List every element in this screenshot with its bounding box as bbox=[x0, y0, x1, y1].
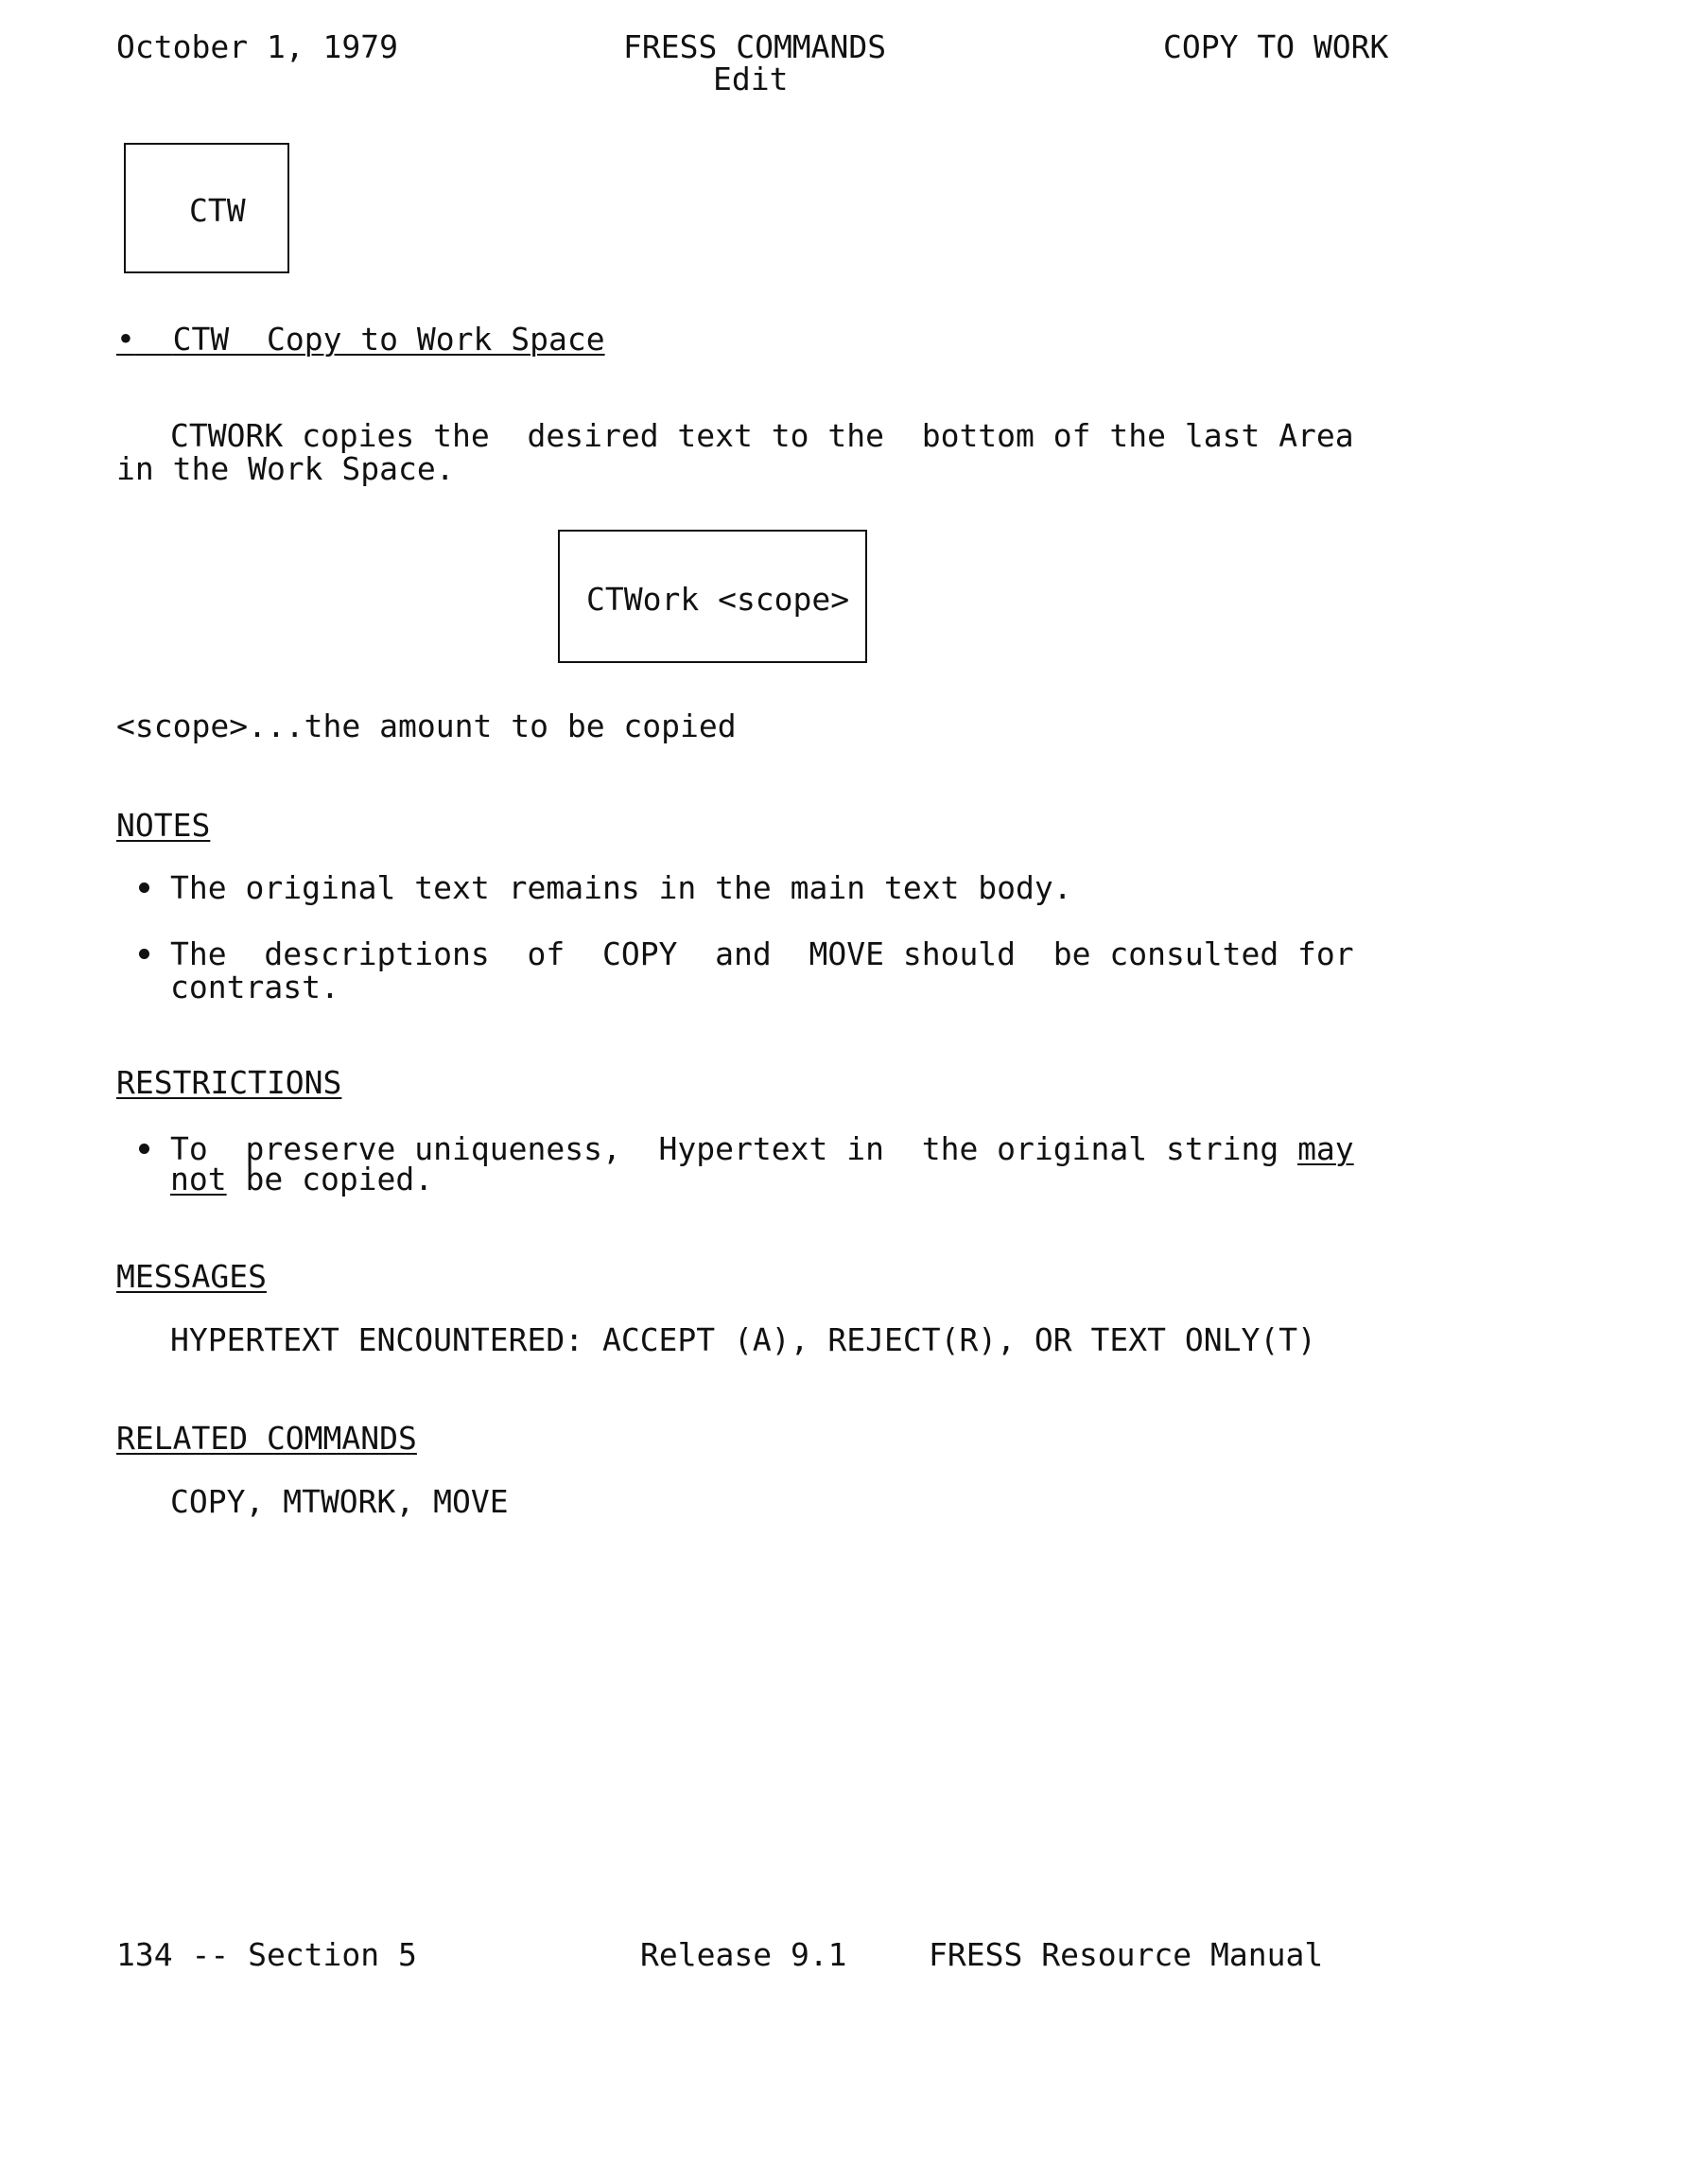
header-section-title: COPY TO WORK bbox=[1163, 28, 1389, 65]
syntax-box bbox=[558, 530, 867, 663]
scope-definition: <scope>...the amount to be copied bbox=[116, 708, 737, 744]
restrictions-line-1: To preserve uniqueness, Hypertext in the original string may bbox=[170, 1130, 1354, 1167]
restrictions-line-2: not be copied. bbox=[170, 1161, 434, 1197]
description-line-2: in the Work Space. bbox=[116, 450, 455, 487]
command-box bbox=[124, 143, 289, 273]
related-commands-text: COPY, MTWORK, MOVE bbox=[170, 1483, 509, 1520]
footer-manual: FRESS Resource Manual bbox=[929, 1936, 1324, 1973]
notes-item-1: The original text remains in the main text body. bbox=[170, 869, 1072, 906]
footer-release: Release 9.1 bbox=[640, 1936, 847, 1973]
restrictions-heading: RESTRICTIONS bbox=[116, 1064, 342, 1101]
notes-heading: NOTES bbox=[116, 807, 211, 844]
footer-page-section: 134 -- Section 5 bbox=[116, 1936, 417, 1973]
notes-item-2-line-2: contrast. bbox=[170, 969, 339, 1005]
header-date: October 1, 1979 bbox=[116, 28, 399, 65]
command-heading-bullet: • bbox=[116, 321, 135, 358]
restrictions-emphasis-not: not bbox=[170, 1161, 227, 1197]
command-heading-text: CTW Copy to Work Space bbox=[172, 321, 605, 358]
notes-bullet-1 bbox=[139, 882, 149, 893]
syntax-box-label: CTWork <scope> bbox=[586, 581, 850, 618]
description-line-1: CTWORK copies the desired text to the bottom of the last Area bbox=[170, 417, 1354, 454]
notes-item-2-line-1: The descriptions of COPY and MOVE should be consulted for bbox=[170, 935, 1354, 972]
command-heading bbox=[116, 321, 605, 358]
notes-bullet-2 bbox=[139, 949, 149, 959]
messages-heading: MESSAGES bbox=[116, 1258, 267, 1295]
header-title: FRESS COMMANDS bbox=[623, 28, 887, 65]
related-commands-heading: RELATED COMMANDS bbox=[116, 1420, 417, 1457]
command-box-label: CTW bbox=[189, 192, 246, 229]
restrictions-bullet bbox=[139, 1144, 149, 1154]
messages-text: HYPERTEXT ENCOUNTERED: ACCEPT (A), REJECT(R), OR TEXT ONLY(T) bbox=[170, 1321, 1316, 1358]
restrictions-emphasis-may: may bbox=[1297, 1130, 1354, 1167]
header-subtitle: Edit bbox=[713, 61, 789, 97]
